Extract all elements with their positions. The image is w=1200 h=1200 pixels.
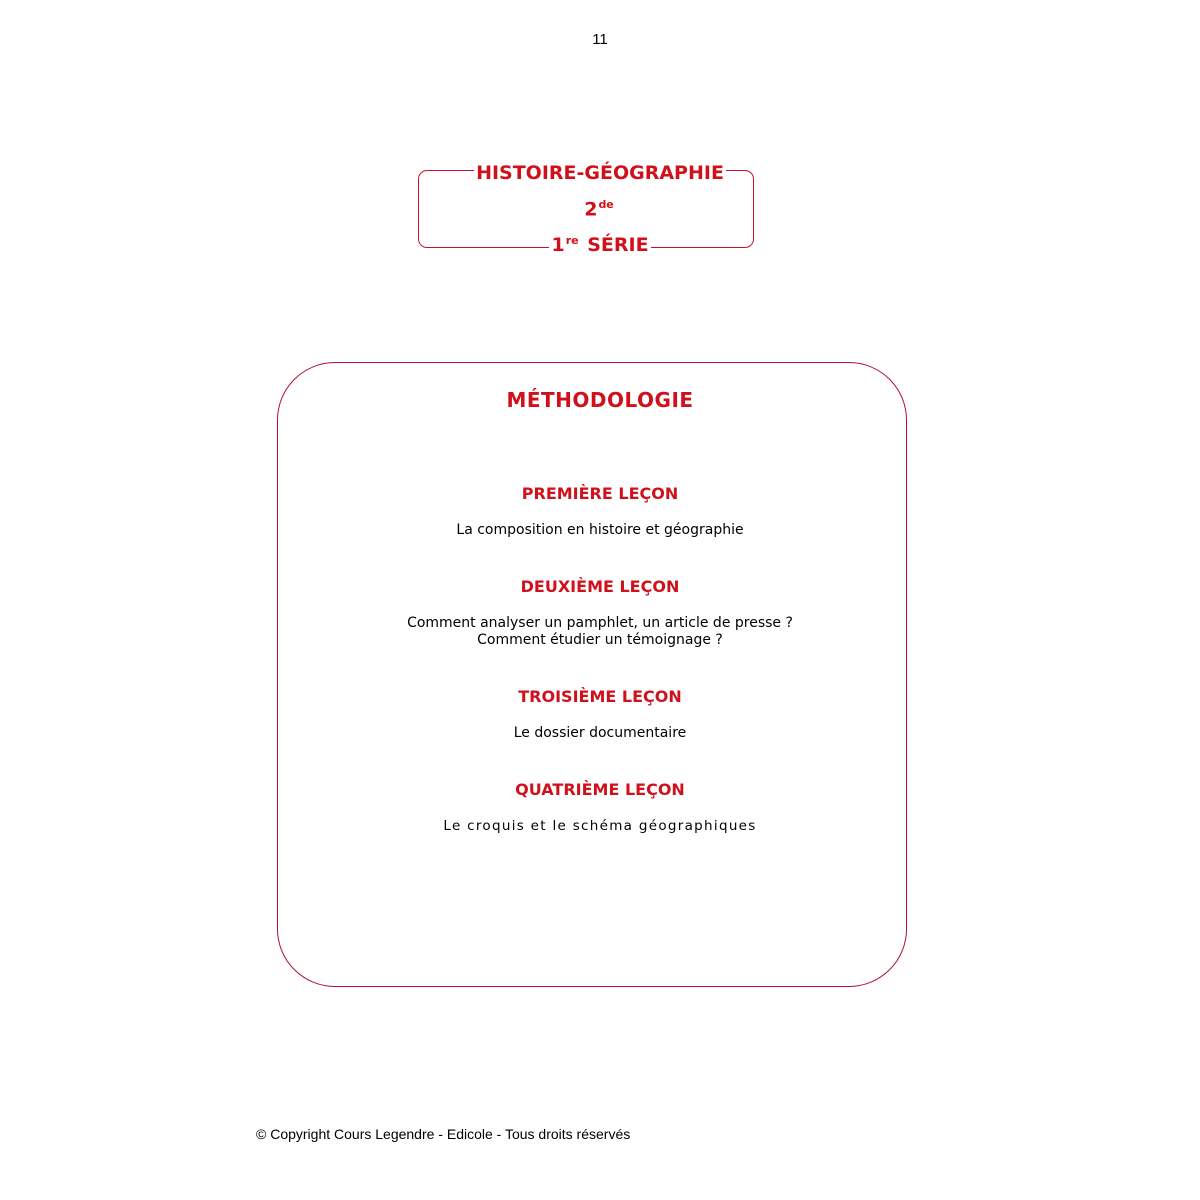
series-main: 1	[551, 234, 565, 257]
series-text-wrap	[549, 234, 650, 256]
series-sup: re	[565, 234, 579, 247]
level-main: 2	[584, 198, 598, 221]
lesson-2-desc-line-1: Comment analyser un pamphlet, un article de presse ?	[407, 615, 793, 631]
lesson-1-desc: La composition en histoire et géographie	[456, 522, 744, 538]
methodology-title: MÉTHODOLOGIE	[506, 388, 694, 412]
level-label	[0, 198, 1200, 220]
lesson-3-desc: Le dossier documentaire	[513, 725, 687, 741]
subject-title-text: HISTOIRE-GÉOGRAPHIE	[476, 162, 724, 184]
series-text: SÉRIE	[587, 234, 649, 257]
lesson-2-title: DEUXIÈME LEÇON	[520, 577, 680, 596]
lesson-1-title: PREMIÈRE LEÇON	[521, 484, 679, 503]
lesson-3-title: TROISIÈME LEÇON	[518, 687, 682, 706]
subject-title	[0, 162, 1200, 184]
lesson-2-desc-line-2: Comment étudier un témoignage ?	[477, 632, 723, 648]
methodology-frame	[277, 362, 907, 987]
lesson-4-title: QUATRIÈME LEÇON	[515, 780, 685, 799]
series-label	[0, 234, 1200, 256]
lesson-4-desc: Le croquis et le schéma géographiques	[443, 818, 757, 834]
page-number: 11	[592, 31, 608, 48]
copyright-notice: © Copyright Cours Legendre - Edicole - Tous droits réservés	[256, 1126, 631, 1142]
level-sup: de	[598, 198, 614, 211]
